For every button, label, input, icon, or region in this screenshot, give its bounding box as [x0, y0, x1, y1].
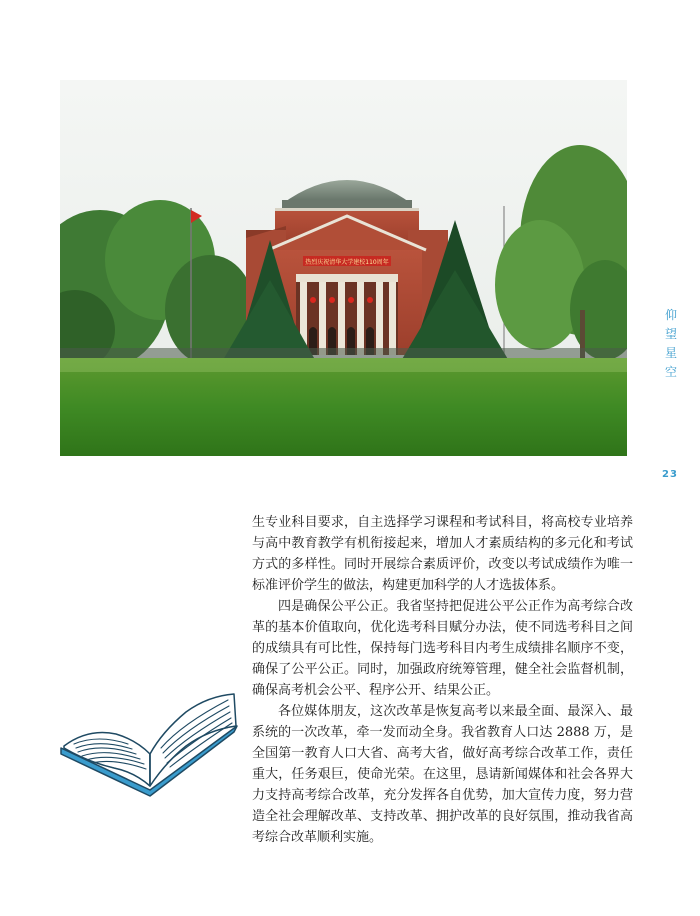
- side-title-char: 仰: [664, 308, 677, 322]
- side-section-title: [663, 306, 679, 382]
- page-number: 23: [662, 469, 678, 480]
- paragraph: 生专业科目要求，自主选择学习课程和考试科目，将高校专业培养与高中教育教学有机衔接起来，增加人才素质结构的多元化和考试方式的多样性。同时开展综合素质评价，改变以考试成绩作为唯一标准评价学生的做法，构建更加科学的人才选拔体系。: [252, 515, 633, 593]
- campus-photo: [60, 80, 627, 456]
- paragraph: 四是确保公平公正。我省坚持把促进公平公正作为高考综合改革的基本价值取向，优化选考科目赋分办法，使不同选考科目之间的成绩具有可比性，保持每门选考科目内考生成绩排名顺序不变，确保了公平公正。同时，加强政府统筹管理，健全社会监督机制，确保高考机会公平、程序公开、结果公正。: [252, 599, 633, 698]
- banner-text: 热烈庆祝清华大学建校110周年: [305, 259, 389, 266]
- side-title-char: 望: [664, 327, 677, 341]
- paragraph: 各位媒体朋友，这次改革是恢复高考以来最全面、最深入、最系统的一次改革，牵一发而动全身。我省教育人口达 2888 万，是全国第一教育人口大省、高考大省，做好高考综合改革工作，责任重大，任务艰巨，使命光荣。在这里，恳请新闻媒体和社会各界大力支持高考综合改革，充分发挥各自优势，加大宣传力度，努力营造全社会理解改革、支持改革、拥护改革的良好氛围，推动我省高考综合改革顺利实施。: [252, 704, 633, 845]
- side-title-char: 星: [664, 346, 677, 360]
- side-title-char: 空: [664, 365, 677, 379]
- article-body: [252, 512, 633, 848]
- open-book-icon: [58, 686, 240, 798]
